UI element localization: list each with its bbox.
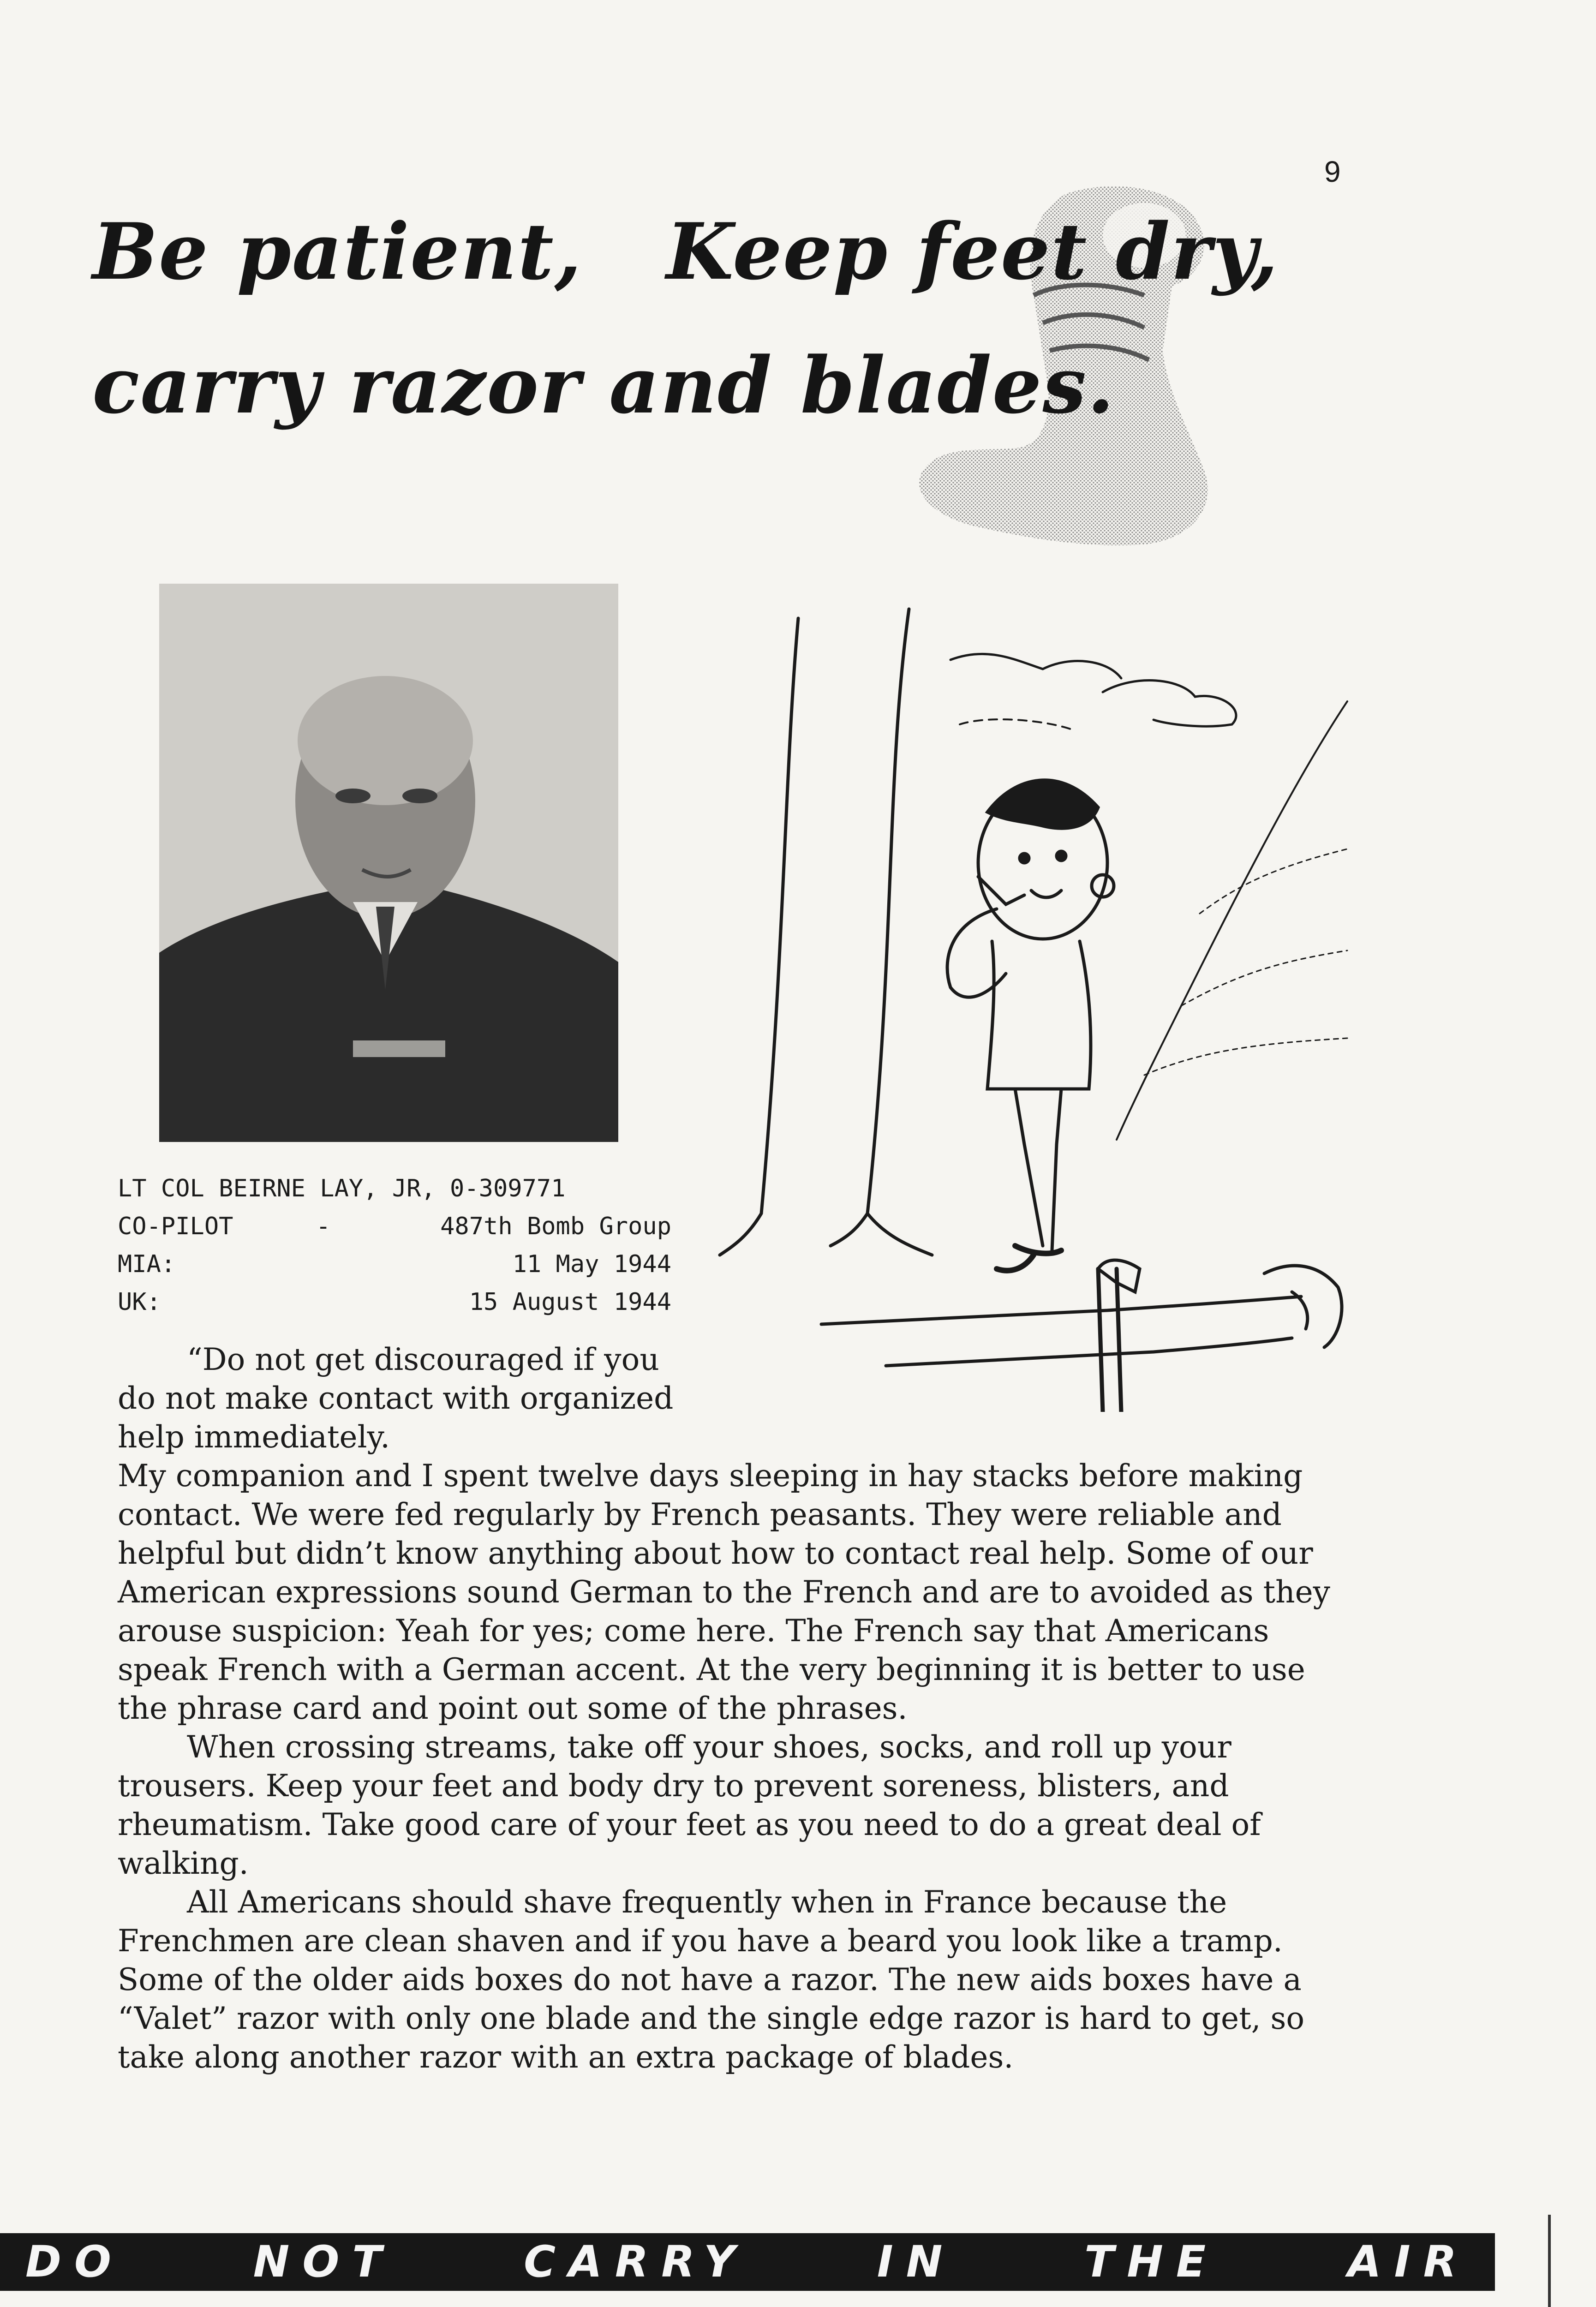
article-body [118,1340,1336,2077]
banner-word: IN [877,2237,956,2287]
banner-word: NOT [253,2237,395,2287]
caption-value: 11 May 1944 [512,1250,671,1278]
caption-label: CO-PILOT [118,1213,233,1240]
banner-word: AIR [1347,2237,1470,2287]
banner-word: THE [1084,2237,1219,2287]
page-number: 9 [1324,155,1341,188]
headline [92,185,1292,452]
shaving-man-cartoon [692,591,1361,1412]
paragraph-2: When crossing streams, take off your shoes, socks, and roll up your trousers. Keep your feet and body dry to prevent soreness, blisters, and rheumatism. Take good care of your feet as you need to do a great deal of walking. [118,1729,1261,1881]
portrait-photo [159,584,618,1142]
banner-word: DO [25,2237,124,2287]
warning-banner [0,2233,1495,2291]
caption-row [118,1283,671,1321]
caption-value: 15 August 1944 [469,1288,671,1316]
caption-name: LT COL BEIRNE LAY, JR, 0-309771 [118,1175,566,1202]
paragraph-1-opening: “Do not get discouraged if you do not make contact with organized help immediately. [118,1342,674,1455]
caption-dash: - [316,1213,331,1240]
caption-label: MIA: [118,1250,176,1278]
caption-label: UK: [118,1288,161,1316]
caption-value: 487th Bomb Group [440,1213,671,1240]
headline-line-2: carry razor and blades. [92,340,1115,431]
page-edge-mark [1548,2215,1551,2307]
caption-row [118,1207,671,1245]
caption-row [118,1245,671,1283]
headline-line-1: Be patient, Keep feet dry, [92,206,1279,297]
photo-caption [118,1170,671,1321]
paragraph-3: All Americans should shave frequently when in France because the Frenchmen are clean shaven and if you have a beard you look like a tramp. Some of the older aids boxes do not have a razor. The new aids boxes have a “Valet” razor with only one blade and the single edge razor is hard to get, so take along another razor with an extra package of blades. [118,1884,1305,2075]
paragraph-1-continued: My companion and I spent twelve days sleeping in hay stacks before making contact. We were fed regularly by French peasants. They were reliable and helpful but didn’t know anything about how to contact real help. Some of our American expressions sound German to the French and are to avoided as they arouse suspicion: Yeah for yes; come here. The French say that Americans speak French with a German accent. At the very beginning it is better to use the phrase card and point out some of the phrases. [118,1458,1330,1726]
banner-word: CARRY [524,2237,748,2287]
